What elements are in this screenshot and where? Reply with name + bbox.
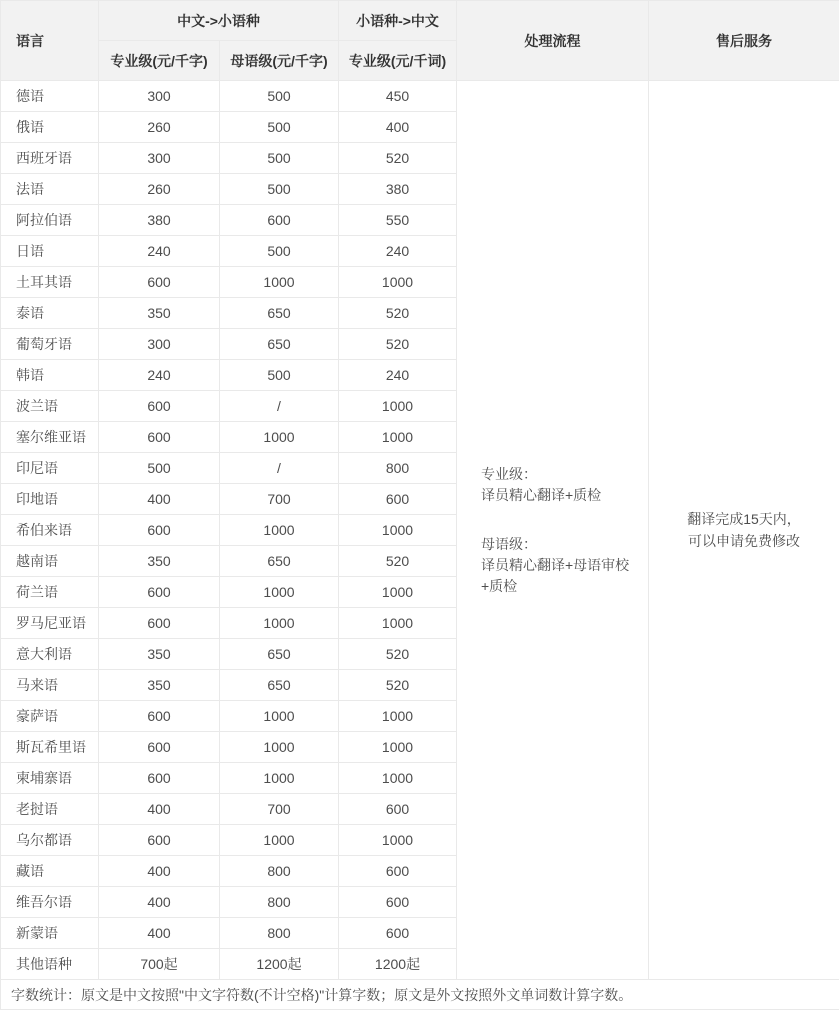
language-cell: 塞尔维亚语 <box>1 422 99 453</box>
language-cell: 波兰语 <box>1 391 99 422</box>
price-pro-cell: 240 <box>99 360 220 391</box>
pricing-table-header <box>1 1 839 81</box>
process-native-desc-line2: +质检 <box>481 576 634 597</box>
price-pro-cell: 600 <box>99 391 220 422</box>
price-pro-cell: 380 <box>99 205 220 236</box>
price-pro-cell: 400 <box>99 887 220 918</box>
table-row <box>1 81 839 112</box>
language-cell: 豪萨语 <box>1 701 99 732</box>
price-native-cell: 700 <box>220 794 339 825</box>
price-pro-cell: 600 <box>99 267 220 298</box>
price-pro-word-cell: 600 <box>339 887 457 918</box>
price-native-cell: 1000 <box>220 608 339 639</box>
language-cell: 马来语 <box>1 670 99 701</box>
price-native-cell: 1000 <box>220 763 339 794</box>
price-native-cell: 500 <box>220 81 339 112</box>
price-pro-cell: 600 <box>99 825 220 856</box>
price-pro-word-cell: 240 <box>339 360 457 391</box>
process-native-block <box>481 534 634 597</box>
price-native-cell: 800 <box>220 856 339 887</box>
process-flow-cell <box>457 81 649 980</box>
language-cell: 藏语 <box>1 856 99 887</box>
price-pro-word-cell: 1000 <box>339 732 457 763</box>
price-pro-word-cell: 1000 <box>339 763 457 794</box>
price-native-cell: 650 <box>220 639 339 670</box>
process-native-desc-line1: 译员精心翻译+母语审校 <box>481 555 634 576</box>
language-cell: 斯瓦希里语 <box>1 732 99 763</box>
price-pro-cell: 350 <box>99 670 220 701</box>
process-pro-title: 专业级： <box>481 464 634 485</box>
price-pro-cell: 400 <box>99 484 220 515</box>
price-pro-cell: 300 <box>99 329 220 360</box>
price-pro-cell: 350 <box>99 546 220 577</box>
language-cell: 维吾尔语 <box>1 887 99 918</box>
price-pro-cell: 600 <box>99 422 220 453</box>
language-cell: 泰语 <box>1 298 99 329</box>
price-native-cell: 500 <box>220 360 339 391</box>
price-pro-word-cell: 400 <box>339 112 457 143</box>
price-pro-word-cell: 240 <box>339 236 457 267</box>
col-header-pro-per-kchar: 专业级(元/千字) <box>99 41 220 81</box>
price-pro-cell: 600 <box>99 577 220 608</box>
price-pro-cell: 700起 <box>99 949 220 980</box>
language-cell: 老挝语 <box>1 794 99 825</box>
language-cell: 日语 <box>1 236 99 267</box>
price-native-cell: 650 <box>220 546 339 577</box>
language-cell: 意大利语 <box>1 639 99 670</box>
price-pro-word-cell: 1000 <box>339 515 457 546</box>
col-header-native-per-kchar: 母语级(元/千字) <box>220 41 339 81</box>
price-pro-word-cell: 520 <box>339 639 457 670</box>
price-native-cell: 800 <box>220 918 339 949</box>
col-header-zh-to-minor: 中文->小语种 <box>99 1 339 41</box>
price-native-cell: 650 <box>220 298 339 329</box>
language-cell: 葡萄牙语 <box>1 329 99 360</box>
price-pro-cell: 400 <box>99 856 220 887</box>
language-cell: 韩语 <box>1 360 99 391</box>
col-header-minor-to-zh: 小语种->中文 <box>339 1 457 41</box>
language-cell: 柬埔寨语 <box>1 763 99 794</box>
price-pro-word-cell: 600 <box>339 856 457 887</box>
language-cell: 乌尔都语 <box>1 825 99 856</box>
price-pro-cell: 300 <box>99 81 220 112</box>
price-pro-word-cell: 520 <box>339 546 457 577</box>
price-native-cell: 1000 <box>220 825 339 856</box>
price-pro-word-cell: 600 <box>339 918 457 949</box>
language-cell: 罗马尼亚语 <box>1 608 99 639</box>
price-pro-cell: 600 <box>99 732 220 763</box>
price-pro-cell: 600 <box>99 608 220 639</box>
price-pro-word-cell: 520 <box>339 143 457 174</box>
price-pro-word-cell: 800 <box>339 453 457 484</box>
price-pro-word-cell: 1000 <box>339 267 457 298</box>
language-cell: 荷兰语 <box>1 577 99 608</box>
language-cell: 新蒙语 <box>1 918 99 949</box>
price-pro-word-cell: 380 <box>339 174 457 205</box>
after-sales-line2: 可以申请免费修改 <box>649 530 839 552</box>
language-cell: 土耳其语 <box>1 267 99 298</box>
price-pro-cell: 400 <box>99 794 220 825</box>
price-native-cell: 650 <box>220 670 339 701</box>
word-count-note: 字数统计：原文是中文按照"中文字符数(不计空格)"计算字数；原文是外文按照外文单词数计算字数。 <box>1 980 839 1010</box>
language-cell: 印尼语 <box>1 453 99 484</box>
price-native-cell: 1000 <box>220 577 339 608</box>
price-native-cell: / <box>220 453 339 484</box>
price-pro-cell: 600 <box>99 763 220 794</box>
language-cell: 其他语种 <box>1 949 99 980</box>
process-native-title: 母语级： <box>481 534 634 555</box>
col-header-process: 处理流程 <box>457 1 649 81</box>
price-native-cell: 500 <box>220 112 339 143</box>
price-native-cell: 1000 <box>220 701 339 732</box>
price-pro-cell: 350 <box>99 298 220 329</box>
price-native-cell: 650 <box>220 329 339 360</box>
price-native-cell: 1000 <box>220 267 339 298</box>
price-native-cell: 800 <box>220 887 339 918</box>
price-native-cell: / <box>220 391 339 422</box>
price-native-cell: 1200起 <box>220 949 339 980</box>
price-native-cell: 1000 <box>220 422 339 453</box>
col-header-pro-per-kword: 专业级(元/千词) <box>339 41 457 81</box>
price-pro-cell: 260 <box>99 174 220 205</box>
price-pro-cell: 500 <box>99 453 220 484</box>
price-pro-word-cell: 450 <box>339 81 457 112</box>
language-cell: 俄语 <box>1 112 99 143</box>
price-pro-word-cell: 1000 <box>339 577 457 608</box>
price-pro-cell: 260 <box>99 112 220 143</box>
price-pro-cell: 300 <box>99 143 220 174</box>
price-pro-word-cell: 1000 <box>339 391 457 422</box>
price-pro-cell: 400 <box>99 918 220 949</box>
footer-row <box>1 980 839 1010</box>
price-pro-word-cell: 520 <box>339 298 457 329</box>
col-header-after-sales: 售后服务 <box>649 1 839 81</box>
language-cell: 印地语 <box>1 484 99 515</box>
language-cell: 西班牙语 <box>1 143 99 174</box>
price-pro-word-cell: 550 <box>339 205 457 236</box>
process-pro-block <box>481 464 634 506</box>
price-native-cell: 500 <box>220 174 339 205</box>
pricing-table-body <box>1 81 839 980</box>
col-header-language: 语言 <box>1 1 99 81</box>
header-row-groups <box>1 1 839 41</box>
price-pro-word-cell: 600 <box>339 484 457 515</box>
price-pro-word-cell: 1000 <box>339 608 457 639</box>
price-native-cell: 1000 <box>220 515 339 546</box>
price-native-cell: 1000 <box>220 732 339 763</box>
language-cell: 德语 <box>1 81 99 112</box>
price-pro-word-cell: 1000 <box>339 701 457 732</box>
price-native-cell: 700 <box>220 484 339 515</box>
price-pro-cell: 350 <box>99 639 220 670</box>
price-pro-word-cell: 520 <box>339 670 457 701</box>
price-native-cell: 500 <box>220 143 339 174</box>
price-pro-word-cell: 600 <box>339 794 457 825</box>
price-pro-cell: 600 <box>99 701 220 732</box>
process-pro-desc: 译员精心翻译+质检 <box>481 485 634 506</box>
language-cell: 希伯来语 <box>1 515 99 546</box>
pricing-table-footer <box>1 980 839 1010</box>
after-sales-line1: 翻译完成15天内， <box>649 508 839 530</box>
price-pro-cell: 240 <box>99 236 220 267</box>
language-cell: 法语 <box>1 174 99 205</box>
language-cell: 越南语 <box>1 546 99 577</box>
price-pro-word-cell: 1000 <box>339 825 457 856</box>
price-native-cell: 500 <box>220 236 339 267</box>
price-pro-word-cell: 1200起 <box>339 949 457 980</box>
price-pro-cell: 600 <box>99 515 220 546</box>
price-pro-word-cell: 1000 <box>339 422 457 453</box>
price-native-cell: 600 <box>220 205 339 236</box>
language-cell: 阿拉伯语 <box>1 205 99 236</box>
price-pro-word-cell: 520 <box>339 329 457 360</box>
after-sales-cell <box>649 81 839 980</box>
